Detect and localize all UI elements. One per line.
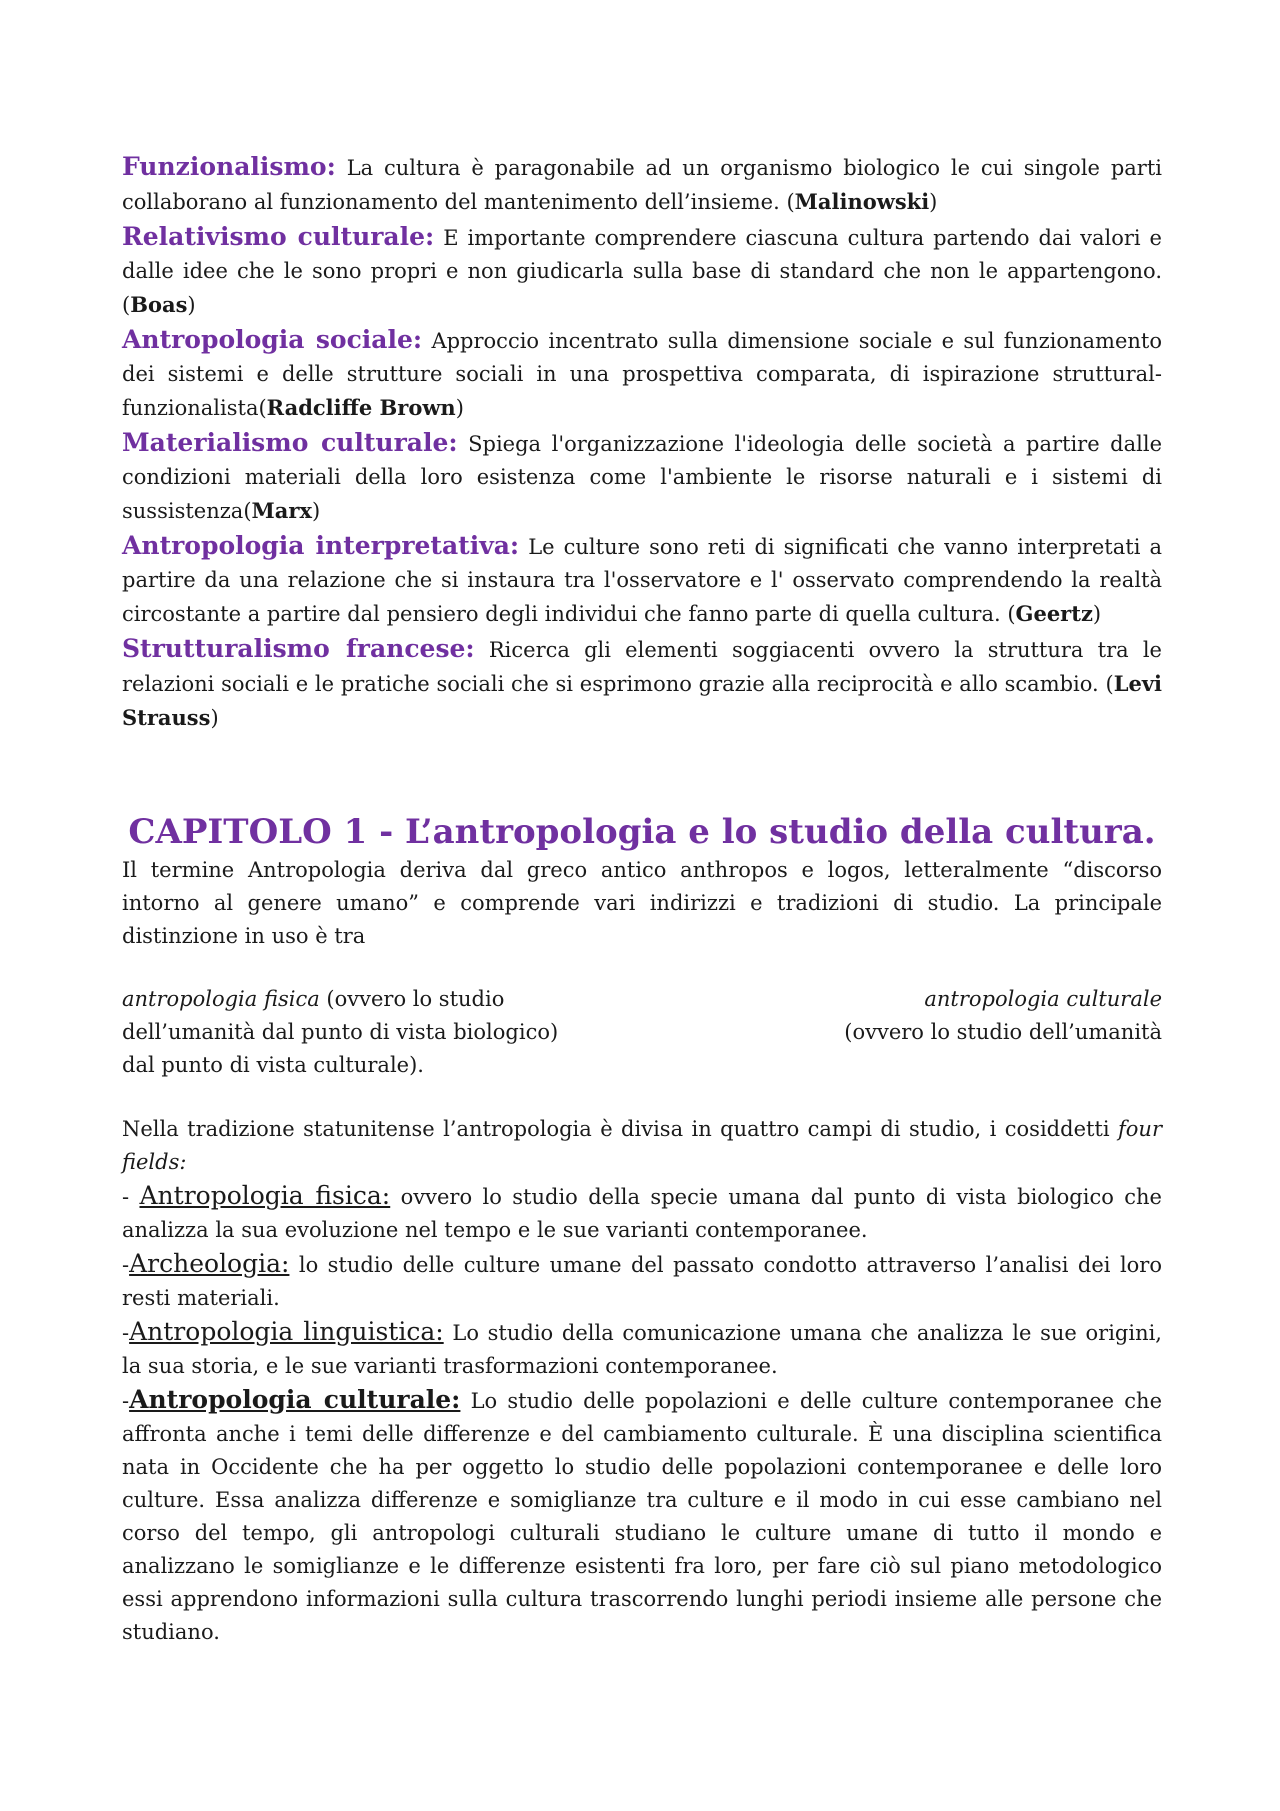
definition-term: Antropologia interpretativa:	[122, 531, 520, 560]
definition-close: )	[311, 499, 321, 523]
definition-text: Spiega l'organizzazione l'ideologia delle società a partire dalle condizioni materiali della loro esistenza come l'ambiente le risorse naturali e i sistemi di sussistenza(	[122, 432, 1163, 523]
definitions-list	[122, 150, 1162, 735]
definition-relativismo	[122, 220, 1162, 322]
physical-anthropology-term: antropologia fisica	[122, 987, 320, 1011]
definition-author: Marx	[251, 498, 312, 523]
left-col-line: dal punto di vista culturale).	[122, 1053, 424, 1077]
field-prefix: -	[122, 1389, 130, 1413]
document-page	[122, 150, 1162, 1649]
right-col-line: (ovvero lo studio dell’umanità	[844, 1020, 1162, 1044]
definition-materialismo	[122, 426, 1162, 528]
definition-term: Materialismo culturale:	[122, 428, 458, 457]
field-item	[122, 1315, 1162, 1383]
field-prefix: -	[122, 1321, 130, 1345]
definition-term: Relativismo culturale:	[122, 222, 435, 251]
field-text: Lo studio delle popolazioni e delle culture contemporanee che affronta anche i temi delle differenze e del cambiamento culturale. È una disciplina scientifica nata in Occidente che ha per oggetto lo studio delle popolazioni contemporanee e delle loro culture. Essa analizza differenze e somiglianze tra culture e il modo in cui esse cambiano nel corso del tempo, gli antropologi culturali studiano le culture umane di tutto il mondo e analizzano le somiglianze e le differenze esistenti fra loro, per fare ciò sul piano metodologico essi apprendono informazioni sulla cultura trascorrendo lunghi periodi insieme alle persone che studiano.	[122, 1389, 1163, 1644]
definition-text: La cultura è paragonabile ad un organismo biologico le cui singole parti collaborano al funzionamento del mantenimento dell’insieme. (	[122, 156, 1162, 214]
four-fields-text: Nella tradizione statunitense l’antropologia è divisa in quattro campi di studio, i cosiddetti	[122, 1117, 1119, 1141]
definition-term: Antropologia sociale:	[122, 325, 423, 354]
definition-close: )	[455, 396, 464, 420]
four-fields-label: four fields:	[122, 1117, 1162, 1174]
field-label: Antropologia linguistica:	[129, 1317, 444, 1346]
field-label: Antropologia culturale:	[129, 1385, 461, 1414]
distinction-columns	[122, 983, 1162, 1083]
field-text: Lo studio della comunicazione umana che analizza le sue origini, la sua storia, e le sue varianti trasformazioni contemporanee.	[122, 1321, 1162, 1378]
definition-close: )	[210, 706, 219, 730]
left-col-line: (ovvero lo studio	[319, 987, 505, 1011]
definition-text: Le culture sono reti di significati che vanno interpretati a partire da una relazione che si instaura tra l'osservatore e l' osservato comprendendo la realtà circostante a partire dal pensiero degli individui che fanno parte di quella cultura. (	[122, 535, 1162, 626]
definition-author: Levi Strauss	[122, 671, 1162, 730]
cultural-anthropology-term: antropologia culturale	[924, 987, 1162, 1011]
left-col-line: dell’umanità dal punto di vista biologico)	[122, 1020, 559, 1044]
definition-author: Radcliffe Brown	[266, 395, 456, 420]
left-column	[122, 983, 602, 1082]
definition-term: Strutturalismo francese:	[122, 634, 475, 663]
four-fields-intro	[122, 1113, 1162, 1179]
definition-antropologia-sociale	[122, 323, 1162, 425]
field-prefix: -	[122, 1253, 130, 1277]
chapter-intro: Il termine Antropologia deriva dal greco antico anthropos e logos, letteralmente “discorso intorno al genere umano” e comprende vari indirizzi e tradizioni di studio. La principale distinzione in uso è tra	[122, 858, 1162, 948]
field-label: Antropologia fisica:	[139, 1181, 391, 1210]
definition-author: Malinowski	[794, 189, 930, 214]
field-prefix: -	[122, 1185, 140, 1209]
definition-term: Funzionalismo:	[122, 152, 336, 181]
field-item	[122, 1383, 1162, 1649]
definition-text: E importante comprendere ciascuna cultura partendo dai valori e dalle idee che le sono propri e non giudicarla sulla base di standard che non le appartengono. (	[122, 226, 1162, 317]
field-text: lo studio delle culture umane del passato condotto attraverso l’analisi dei loro resti materiali.	[122, 1253, 1162, 1310]
definition-close: )	[929, 190, 938, 214]
field-label: Archeologia:	[129, 1249, 290, 1278]
definition-funzionalismo	[122, 150, 1162, 219]
fields-list	[122, 1179, 1162, 1649]
definition-author: Geertz	[1015, 601, 1093, 626]
definition-strutturalismo	[122, 632, 1162, 735]
field-item	[122, 1247, 1162, 1315]
definition-interpretativa	[122, 529, 1162, 631]
definition-close: )	[187, 293, 196, 317]
definition-text: Ricerca gli elementi soggiacenti ovvero la struttura tra le relazioni sociali e le pratiche sociali che si esprimono grazie alla reciprocità e allo scambio. (	[122, 638, 1162, 696]
chapter-title: CAPITOLO 1 - L’antropologia e lo studio della cultura.	[128, 812, 1156, 852]
right-column	[822, 983, 1162, 1049]
definition-author: Boas	[130, 292, 188, 317]
field-item	[122, 1179, 1162, 1247]
field-text: ovvero lo studio della specie umana dal punto di vista biologico che analizza la sua evoluzione nel tempo e le sue varianti contemporanee.	[122, 1185, 1162, 1242]
definition-text: Approccio incentrato sulla dimensione sociale e sul funzionamento dei sistemi e delle strutture sociali in una prospettiva comparata, di ispirazione struttural-funzionalista(	[122, 329, 1162, 420]
definition-close: )	[1092, 602, 1102, 626]
